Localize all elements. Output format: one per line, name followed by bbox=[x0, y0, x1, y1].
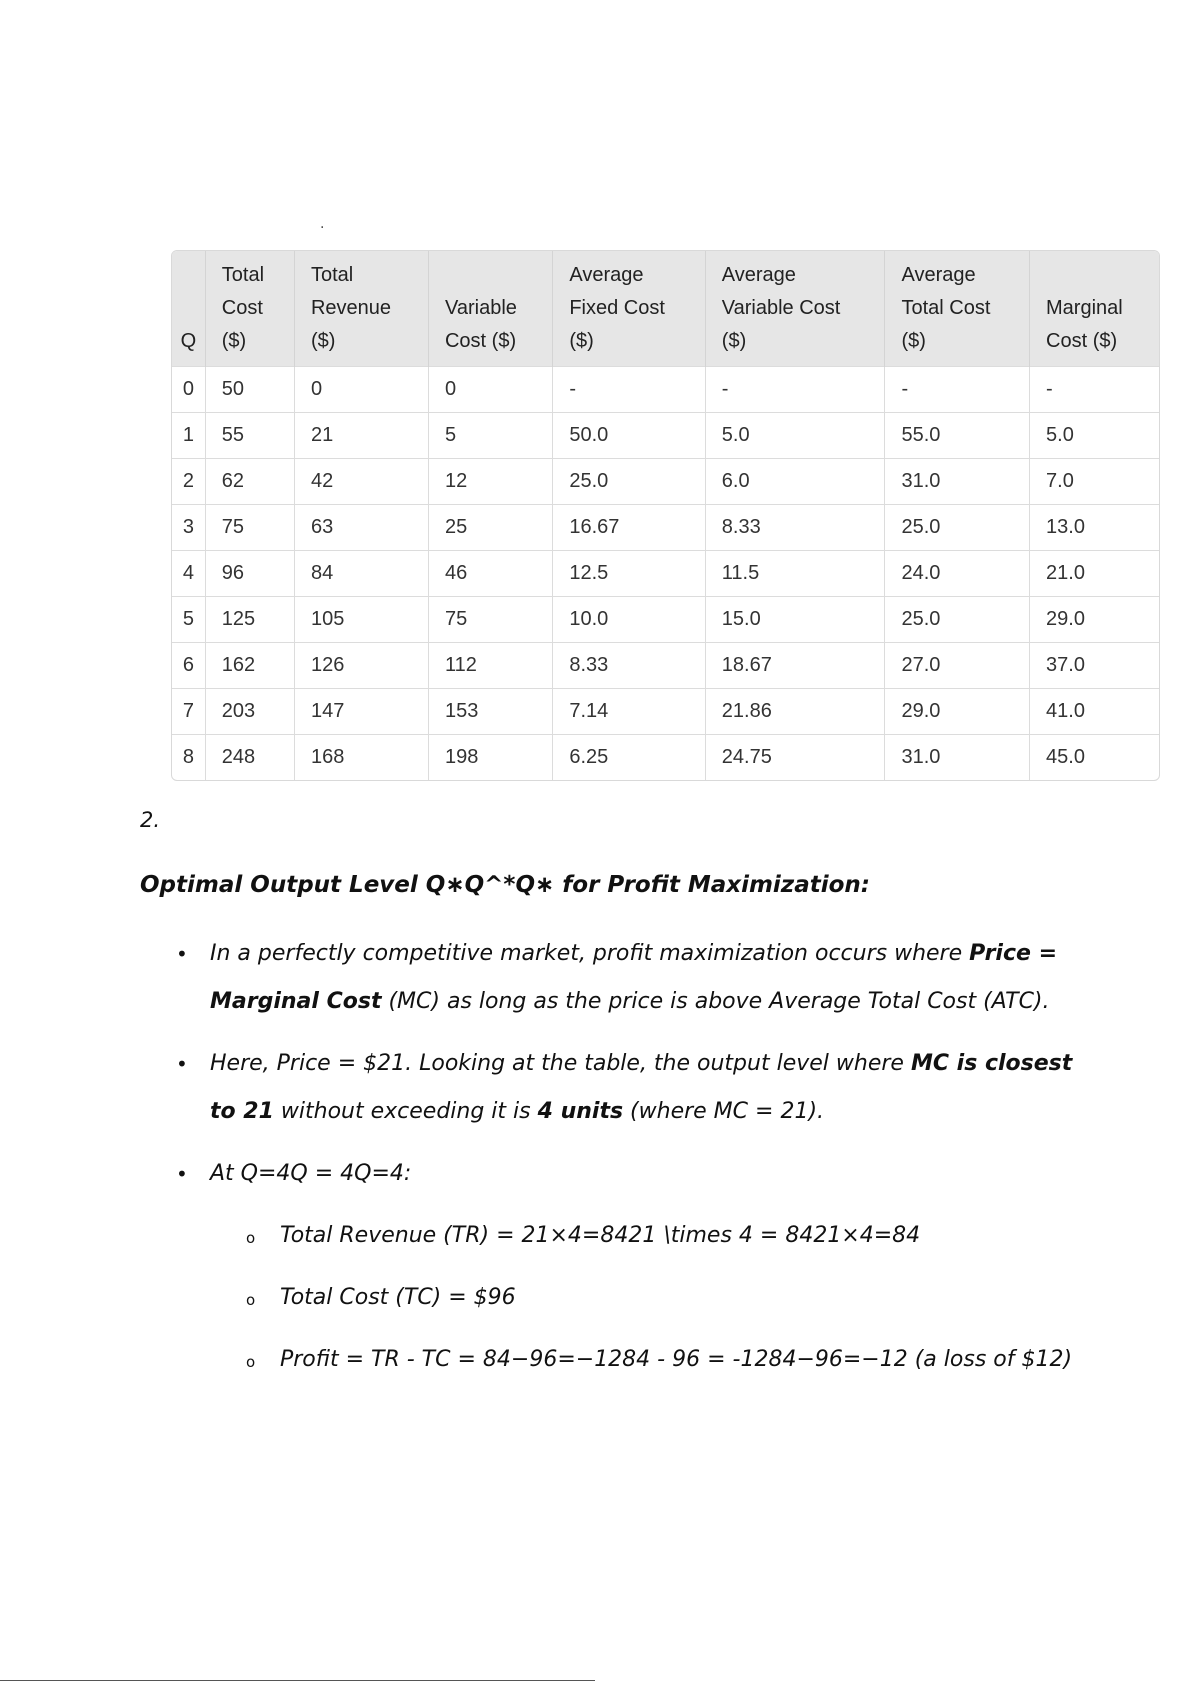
column-header-line: Fixed Cost bbox=[569, 297, 665, 319]
column-header-line: Average bbox=[901, 264, 976, 286]
bullet-text: without exceeding it is bbox=[273, 1099, 538, 1124]
table-cell: 62 bbox=[205, 459, 294, 505]
sub-list-item bbox=[210, 1274, 1100, 1322]
table-cell: 5 bbox=[428, 413, 552, 459]
list-item bbox=[140, 1040, 1100, 1136]
table-cell: 2 bbox=[172, 459, 205, 505]
table-cell: 112 bbox=[428, 643, 552, 689]
table-cell: 29.0 bbox=[1030, 597, 1159, 643]
table-cell: 27.0 bbox=[885, 643, 1030, 689]
sub-bullet-text: Profit = TR - TC = 84−96=−1284 - 96 = -1284−96=−12 (a loss of $12) bbox=[280, 1347, 1073, 1372]
column-header-line: Total Cost bbox=[901, 297, 991, 319]
table-row bbox=[172, 735, 1159, 781]
table-cell: 25.0 bbox=[885, 597, 1030, 643]
column-header-line: Revenue bbox=[310, 297, 392, 319]
table-cell: 21.86 bbox=[705, 689, 885, 735]
table-cell: 31.0 bbox=[885, 735, 1030, 781]
table-cell: 5.0 bbox=[1030, 413, 1159, 459]
table-cell: 75 bbox=[428, 597, 552, 643]
column-header-line: Average bbox=[569, 264, 644, 286]
table-row bbox=[172, 689, 1159, 735]
column-header-line: Q bbox=[180, 330, 197, 352]
table-cell: 84 bbox=[294, 551, 428, 597]
table-cell: 0 bbox=[172, 367, 205, 413]
section-number: 2. bbox=[140, 808, 161, 832]
column-header bbox=[294, 251, 428, 367]
cost-revenue-table bbox=[172, 251, 1159, 780]
table-cell: 31.0 bbox=[885, 459, 1030, 505]
table-cell: 5.0 bbox=[705, 413, 885, 459]
table-row bbox=[172, 413, 1159, 459]
bullet-bold-text: 4 units bbox=[537, 1099, 624, 1124]
column-header bbox=[205, 251, 294, 367]
table-cell: 24.0 bbox=[885, 551, 1030, 597]
column-header bbox=[553, 251, 705, 367]
column-header-line: Total bbox=[310, 264, 354, 286]
table-cell: 105 bbox=[294, 597, 428, 643]
table-cell: 3 bbox=[172, 505, 205, 551]
table-cell: 0 bbox=[428, 367, 552, 413]
table-cell: 6 bbox=[172, 643, 205, 689]
table-cell: 75 bbox=[205, 505, 294, 551]
list-item bbox=[140, 930, 1100, 1026]
sub-list-item bbox=[210, 1212, 1100, 1260]
table-cell: 42 bbox=[294, 459, 428, 505]
table-row bbox=[172, 551, 1159, 597]
stray-dot: · bbox=[320, 220, 325, 236]
column-header-line: ($) bbox=[569, 330, 594, 352]
column-header-line: Marginal bbox=[1046, 297, 1123, 319]
table-body bbox=[172, 367, 1159, 781]
table-cell: 50.0 bbox=[553, 413, 705, 459]
table-cell: 6.0 bbox=[705, 459, 885, 505]
table-cell: 10.0 bbox=[553, 597, 705, 643]
table-cell: - bbox=[705, 367, 885, 413]
table-cell: 21.0 bbox=[1030, 551, 1159, 597]
table-cell: 21 bbox=[294, 413, 428, 459]
table-row bbox=[172, 459, 1159, 505]
table-cell: 16.67 bbox=[553, 505, 705, 551]
column-header-line: ($) bbox=[901, 330, 926, 352]
table-cell: 25.0 bbox=[553, 459, 705, 505]
table-cell: 8 bbox=[172, 735, 205, 781]
list-item bbox=[140, 1150, 1100, 1384]
table-row bbox=[172, 367, 1159, 413]
table-cell: 5 bbox=[172, 597, 205, 643]
bullet-text: In a perfectly competitive market, profit maximization occurs where bbox=[210, 941, 970, 966]
table-row bbox=[172, 643, 1159, 689]
bullet-text: Here, Price = $21. Looking at the table, the output level where bbox=[210, 1051, 911, 1076]
sub-list bbox=[210, 1212, 1100, 1384]
table-cell: 13.0 bbox=[1030, 505, 1159, 551]
table-cell: 0 bbox=[294, 367, 428, 413]
column-header bbox=[428, 251, 552, 367]
column-header-line: Total bbox=[221, 264, 265, 286]
table-cell: 12 bbox=[428, 459, 552, 505]
column-header-line: Cost ($) bbox=[444, 330, 517, 352]
table-cell: 147 bbox=[294, 689, 428, 735]
table-cell: 1 bbox=[172, 413, 205, 459]
table-cell: 46 bbox=[428, 551, 552, 597]
column-header bbox=[172, 251, 205, 367]
sub-bullet-text: Total Revenue (TR) = 21×4=8421 \times 4 = 8421×4=84 bbox=[280, 1223, 921, 1248]
table-row bbox=[172, 597, 1159, 643]
section-heading: Optimal Output Level Q∗Q^*Q∗ for Profit Maximization: bbox=[140, 872, 870, 898]
table-cell: 55.0 bbox=[885, 413, 1030, 459]
table-cell: 29.0 bbox=[885, 689, 1030, 735]
column-header-line: ($) bbox=[310, 330, 336, 352]
table-cell: 25 bbox=[428, 505, 552, 551]
table-header bbox=[172, 251, 1159, 367]
table-cell: - bbox=[553, 367, 705, 413]
table-cell: 168 bbox=[294, 735, 428, 781]
table-cell: 203 bbox=[205, 689, 294, 735]
column-header bbox=[1030, 251, 1159, 367]
bullet-text: At Q=4Q = 4Q=4: bbox=[210, 1161, 412, 1186]
column-header-line: Cost bbox=[221, 297, 263, 319]
table-cell: 162 bbox=[205, 643, 294, 689]
column-header-line: ($) bbox=[721, 330, 747, 352]
column-header-line: Variable Cost bbox=[721, 297, 841, 319]
table-cell: 125 bbox=[205, 597, 294, 643]
table-cell: 12.5 bbox=[553, 551, 705, 597]
table-cell: 248 bbox=[205, 735, 294, 781]
table-cell: 6.25 bbox=[553, 735, 705, 781]
table-cell: 153 bbox=[428, 689, 552, 735]
table-cell: 15.0 bbox=[705, 597, 885, 643]
column-header-line: Cost ($) bbox=[1046, 330, 1118, 352]
table-cell: 4 bbox=[172, 551, 205, 597]
bullet-bold-text: Price = Marginal Cost bbox=[210, 941, 1058, 1014]
table-cell: 41.0 bbox=[1030, 689, 1159, 735]
footer-divider bbox=[0, 1680, 595, 1681]
table-cell: 11.5 bbox=[705, 551, 885, 597]
cost-table-container bbox=[171, 250, 1160, 781]
table-cell: 50 bbox=[205, 367, 294, 413]
table-cell: 7.14 bbox=[553, 689, 705, 735]
bullet-text: (MC) as long as the price is above Average Total Cost (ATC). bbox=[381, 989, 1050, 1014]
table-cell: 45.0 bbox=[1030, 735, 1159, 781]
table-cell: - bbox=[1030, 367, 1159, 413]
table-cell: 37.0 bbox=[1030, 643, 1159, 689]
column-header bbox=[705, 251, 885, 367]
table-cell: 18.67 bbox=[705, 643, 885, 689]
table-cell: 7 bbox=[172, 689, 205, 735]
table-cell: - bbox=[885, 367, 1030, 413]
table-row bbox=[172, 505, 1159, 551]
table-cell: 198 bbox=[428, 735, 552, 781]
column-header-line: Average bbox=[721, 264, 796, 286]
column-header bbox=[885, 251, 1030, 367]
table-cell: 55 bbox=[205, 413, 294, 459]
table-cell: 24.75 bbox=[705, 735, 885, 781]
table-cell: 8.33 bbox=[553, 643, 705, 689]
column-header-line: Variable bbox=[444, 297, 517, 319]
bullet-list bbox=[140, 930, 1100, 1398]
table-cell: 7.0 bbox=[1030, 459, 1159, 505]
table-cell: 96 bbox=[205, 551, 294, 597]
table-cell: 8.33 bbox=[705, 505, 885, 551]
sub-list-item bbox=[210, 1336, 1100, 1384]
header-row bbox=[172, 251, 1159, 367]
column-header-line: ($) bbox=[221, 330, 247, 352]
bullet-bold-text: MC is closest to 21 bbox=[210, 1051, 1073, 1124]
bullet-text: (where MC = 21). bbox=[623, 1099, 825, 1124]
table-cell: 126 bbox=[294, 643, 428, 689]
table-cell: 25.0 bbox=[885, 505, 1030, 551]
sub-bullet-text: Total Cost (TC) = $96 bbox=[280, 1285, 516, 1310]
table-cell: 63 bbox=[294, 505, 428, 551]
